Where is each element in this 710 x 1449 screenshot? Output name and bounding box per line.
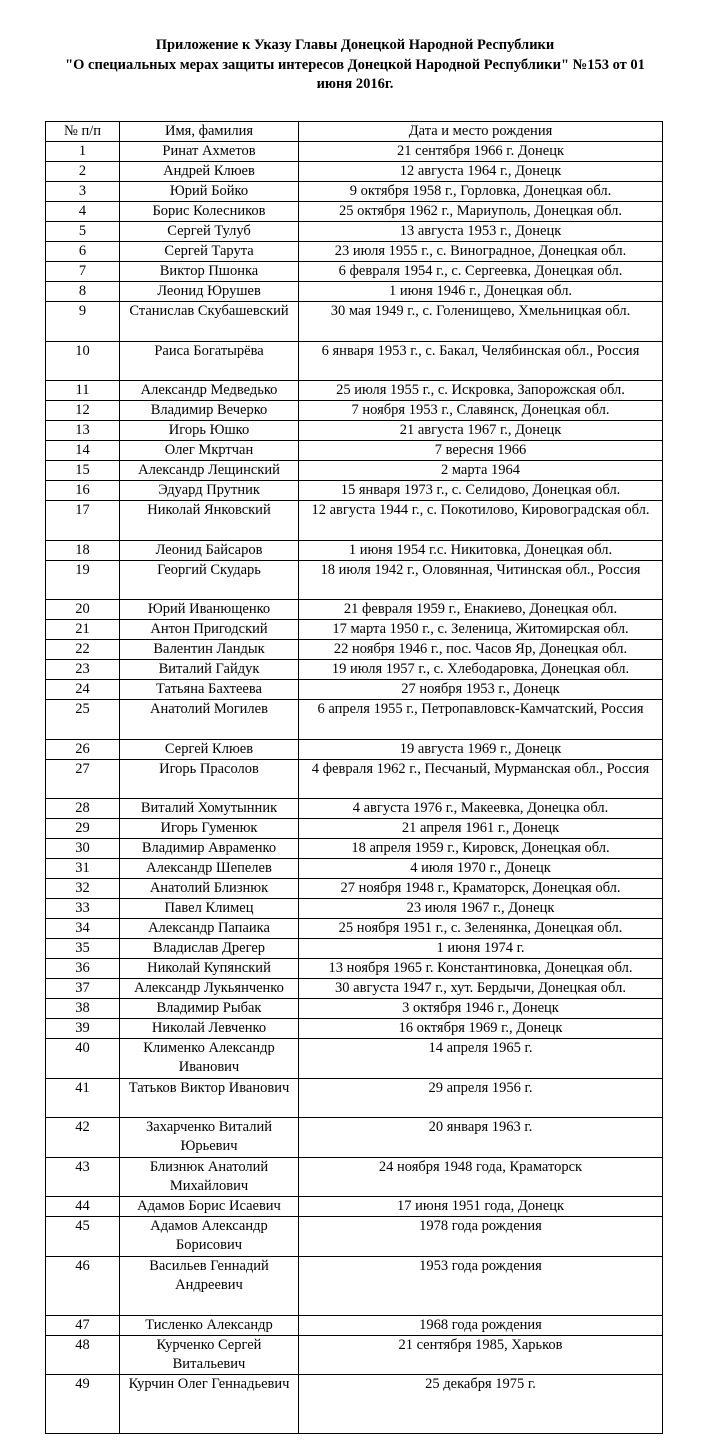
table-row <box>46 799 663 819</box>
cell-birth: 4 августа 1976 г., Макеевка, Донецка обл. <box>299 799 663 819</box>
cell-number: 26 <box>46 739 120 759</box>
table-row <box>46 501 663 541</box>
table-row <box>46 700 663 740</box>
cell-name: Курчин Олег Геннадьевич <box>120 1374 299 1433</box>
cell-number: 20 <box>46 600 120 620</box>
cell-number: 29 <box>46 819 120 839</box>
cell-name: Александр Медведько <box>120 381 299 401</box>
cell-number: 21 <box>46 620 120 640</box>
cell-name: Игорь Прасолов <box>120 759 299 799</box>
cell-birth: 13 августа 1953 г., Донецк <box>299 222 663 242</box>
cell-number: 44 <box>46 1197 120 1217</box>
cell-birth: 20 января 1963 г. <box>299 1118 663 1158</box>
table-row <box>46 680 663 700</box>
cell-name: Александр Лещинский <box>120 461 299 481</box>
cell-number: 40 <box>46 1039 120 1079</box>
table-row <box>46 222 663 242</box>
header-line-1: Приложение к Указу Главы Донецкой Народной Республики <box>155 37 555 53</box>
cell-name: Леонид Байсаров <box>120 540 299 560</box>
cell-birth: 25 октября 1962 г., Мариуполь, Донецкая обл. <box>299 202 663 222</box>
table-row <box>46 999 663 1019</box>
cell-name: Адамов Борис Исаевич <box>120 1197 299 1217</box>
table-row <box>46 819 663 839</box>
cell-number: 11 <box>46 381 120 401</box>
cell-birth: 23 июля 1955 г., с. Виноградное, Донецкая обл. <box>299 242 663 262</box>
cell-birth: 27 ноября 1953 г., Донецк <box>299 680 663 700</box>
cell-number: 47 <box>46 1315 120 1335</box>
cell-birth: 7 ноября 1953 г., Славянск, Донецкая обл. <box>299 401 663 421</box>
cell-name: Владимир Рыбак <box>120 999 299 1019</box>
cell-name: Анатолий Близнюк <box>120 879 299 899</box>
table-row <box>46 560 663 600</box>
cell-number: 2 <box>46 162 120 182</box>
cell-number: 34 <box>46 919 120 939</box>
cell-number: 48 <box>46 1335 120 1374</box>
header-line-3: июня 2016г. <box>316 76 394 92</box>
cell-name: Николай Купянский <box>120 959 299 979</box>
cell-birth: 9 октября 1958 г., Горловка, Донецкая обл. <box>299 182 663 202</box>
cell-number: 19 <box>46 560 120 600</box>
cell-number: 46 <box>46 1256 120 1315</box>
cell-name: Анатолий Могилев <box>120 700 299 740</box>
table-row <box>46 640 663 660</box>
cell-number: 10 <box>46 341 120 381</box>
cell-number: 12 <box>46 401 120 421</box>
cell-birth: 18 апреля 1959 г., Кировск, Донецкая обл. <box>299 839 663 859</box>
cell-name: Павел Климец <box>120 899 299 919</box>
persons-table <box>45 121 663 1434</box>
table-row <box>46 899 663 919</box>
cell-number: 9 <box>46 302 120 342</box>
cell-number: 25 <box>46 700 120 740</box>
cell-number: 3 <box>46 182 120 202</box>
table-row <box>46 1118 663 1158</box>
cell-birth: 19 июля 1957 г., с. Хлебодаровка, Донецкая обл. <box>299 660 663 680</box>
cell-name: Владимир Вечерко <box>120 401 299 421</box>
cell-name: Валентин Ландык <box>120 640 299 660</box>
table-row <box>46 879 663 899</box>
table-row <box>46 401 663 421</box>
cell-birth: 30 августа 1947 г., хут. Бердычи, Донецкая обл. <box>299 979 663 999</box>
cell-number: 32 <box>46 879 120 899</box>
table-row <box>46 202 663 222</box>
cell-birth: 13 ноября 1965 г. Константиновка, Донецкая обл. <box>299 959 663 979</box>
cell-birth: 1978 года рождения <box>299 1217 663 1257</box>
cell-birth: 17 марта 1950 г., с. Зеленица, Житомирская обл. <box>299 620 663 640</box>
cell-name: Юрий Бойко <box>120 182 299 202</box>
cell-birth: 1 июня 1974 г. <box>299 939 663 959</box>
table-row <box>46 381 663 401</box>
cell-number: 35 <box>46 939 120 959</box>
cell-number: 45 <box>46 1217 120 1257</box>
table-row <box>46 182 663 202</box>
cell-number: 37 <box>46 979 120 999</box>
cell-birth: 17 июня 1951 года, Донецк <box>299 1197 663 1217</box>
cell-number: 17 <box>46 501 120 541</box>
cell-number: 24 <box>46 680 120 700</box>
cell-number: 1 <box>46 142 120 162</box>
cell-number: 31 <box>46 859 120 879</box>
cell-name: Сергей Клюев <box>120 739 299 759</box>
table-row <box>46 1157 663 1197</box>
cell-birth: 21 сентября 1985, Харьков <box>299 1335 663 1374</box>
table-row <box>46 142 663 162</box>
cell-number: 27 <box>46 759 120 799</box>
table-row <box>46 1197 663 1217</box>
cell-name: Георгий Скударь <box>120 560 299 600</box>
cell-birth: 25 ноября 1951 г., с. Зеленянка, Донецкая обл. <box>299 919 663 939</box>
cell-birth: 27 ноября 1948 г., Краматорск, Донецкая обл. <box>299 879 663 899</box>
cell-name: Васильев Геннадий Андреевич <box>120 1256 299 1315</box>
cell-birth: 22 ноября 1946 г., пос. Часов Яр, Донецкая обл. <box>299 640 663 660</box>
cell-name: Виталий Хомутынник <box>120 799 299 819</box>
cell-name: Станислав Скубашевский <box>120 302 299 342</box>
cell-birth: 29 апреля 1956 г. <box>299 1078 663 1118</box>
cell-name: Николай Янковский <box>120 501 299 541</box>
cell-birth: 15 января 1973 г., с. Селидово, Донецкая обл. <box>299 481 663 501</box>
cell-number: 38 <box>46 999 120 1019</box>
cell-birth: 12 августа 1944 г., с. Покотилово, Кировоградская обл. <box>299 501 663 541</box>
table-row <box>46 1078 663 1118</box>
cell-name: Андрей Клюев <box>120 162 299 182</box>
cell-name: Владимир Авраменко <box>120 839 299 859</box>
table-row <box>46 242 663 262</box>
cell-number: 14 <box>46 441 120 461</box>
cell-name: Борис Колесников <box>120 202 299 222</box>
cell-number: 33 <box>46 899 120 919</box>
cell-name: Николай Левченко <box>120 1019 299 1039</box>
table-row <box>46 1217 663 1257</box>
cell-birth: 1 июня 1946 г., Донецкая обл. <box>299 282 663 302</box>
cell-number: 6 <box>46 242 120 262</box>
cell-number: 22 <box>46 640 120 660</box>
table-row <box>46 660 663 680</box>
cell-name: Близнюк Анатолий Михайлович <box>120 1157 299 1197</box>
table-row <box>46 919 663 939</box>
cell-name: Виталий Гайдук <box>120 660 299 680</box>
cell-birth: 7 вересня 1966 <box>299 441 663 461</box>
column-header-number: № п/п <box>46 122 120 142</box>
cell-birth: 21 апреля 1961 г., Донецк <box>299 819 663 839</box>
cell-birth: 4 февраля 1962 г., Песчаный, Мурманская обл., Россия <box>299 759 663 799</box>
cell-number: 13 <box>46 421 120 441</box>
cell-birth: 21 февраля 1959 г., Енакиево, Донецкая обл. <box>299 600 663 620</box>
cell-name: Олег Мкртчан <box>120 441 299 461</box>
cell-name: Тисленко Александр <box>120 1315 299 1335</box>
cell-name: Раиса Богатырёва <box>120 341 299 381</box>
table-row <box>46 461 663 481</box>
table-row <box>46 302 663 342</box>
table-row <box>46 1335 663 1374</box>
table-row <box>46 441 663 461</box>
cell-name: Ринат Ахметов <box>120 142 299 162</box>
cell-number: 43 <box>46 1157 120 1197</box>
table-row <box>46 262 663 282</box>
cell-birth: 16 октября 1969 г., Донецк <box>299 1019 663 1039</box>
header-line-2: "О специальных мерах защиты интересов Донецкой Народной Республики" №153 от 01 <box>65 56 645 73</box>
table-row <box>46 959 663 979</box>
cell-birth: 6 апреля 1955 г., Петропавловск-Камчатский, Россия <box>299 700 663 740</box>
table-row <box>46 979 663 999</box>
table-row <box>46 1019 663 1039</box>
table-row <box>46 282 663 302</box>
cell-birth: 4 июля 1970 г., Донецк <box>299 859 663 879</box>
cell-birth: 12 августа 1964 г., Донецк <box>299 162 663 182</box>
cell-name: Эдуард Прутник <box>120 481 299 501</box>
cell-birth: 30 мая 1949 г., с. Голенищево, Хмельницкая обл. <box>299 302 663 342</box>
cell-number: 7 <box>46 262 120 282</box>
table-row <box>46 859 663 879</box>
cell-name: Игорь Юшко <box>120 421 299 441</box>
table-row <box>46 421 663 441</box>
cell-birth: 21 сентября 1966 г. Донецк <box>299 142 663 162</box>
table-row <box>46 839 663 859</box>
cell-birth: 14 апреля 1965 г. <box>299 1039 663 1079</box>
cell-number: 39 <box>46 1019 120 1039</box>
cell-birth: 1 июня 1954 г.с. Никитовка, Донецкая обл. <box>299 540 663 560</box>
cell-number: 49 <box>46 1374 120 1433</box>
cell-birth: 25 июля 1955 г., с. Искровка, Запорожская обл. <box>299 381 663 401</box>
table-row <box>46 739 663 759</box>
cell-birth: 2 марта 1964 <box>299 461 663 481</box>
cell-birth: 25 декабря 1975 г. <box>299 1374 663 1433</box>
cell-birth: 6 февраля 1954 г., с. Сергеевка, Донецкая обл. <box>299 262 663 282</box>
cell-number: 42 <box>46 1118 120 1158</box>
cell-name: Адамов Александр Борисович <box>120 1217 299 1257</box>
cell-name: Александр Папаика <box>120 919 299 939</box>
table-row <box>46 1256 663 1315</box>
table-row <box>46 600 663 620</box>
cell-number: 30 <box>46 839 120 859</box>
cell-name: Татьяна Бахтеева <box>120 680 299 700</box>
cell-number: 36 <box>46 959 120 979</box>
cell-name: Клименко Александр Иванович <box>120 1039 299 1079</box>
table-header-row <box>46 122 663 142</box>
cell-birth: 1953 года рождения <box>299 1256 663 1315</box>
cell-number: 18 <box>46 540 120 560</box>
cell-name: Курченко Сергей Витальевич <box>120 1335 299 1374</box>
table-row <box>46 341 663 381</box>
cell-name: Сергей Тулуб <box>120 222 299 242</box>
table-row <box>46 540 663 560</box>
cell-name: Александр Шепелев <box>120 859 299 879</box>
cell-birth: 23 июля 1967 г., Донецк <box>299 899 663 919</box>
cell-number: 8 <box>46 282 120 302</box>
cell-number: 4 <box>46 202 120 222</box>
cell-number: 16 <box>46 481 120 501</box>
cell-birth: 1968 года рождения <box>299 1315 663 1335</box>
cell-birth: 3 октября 1946 г., Донецк <box>299 999 663 1019</box>
cell-number: 15 <box>46 461 120 481</box>
cell-name: Антон Пригодский <box>120 620 299 640</box>
table-row <box>46 162 663 182</box>
cell-name: Татьков Виктор Иванович <box>120 1078 299 1118</box>
cell-birth: 24 ноября 1948 года, Краматорск <box>299 1157 663 1197</box>
cell-name: Сергей Тарута <box>120 242 299 262</box>
cell-number: 41 <box>46 1078 120 1118</box>
document-header <box>0 36 710 95</box>
cell-number: 23 <box>46 660 120 680</box>
cell-name: Владислав Дрегер <box>120 939 299 959</box>
table-row <box>46 620 663 640</box>
cell-birth: 19 августа 1969 г., Донецк <box>299 739 663 759</box>
cell-birth: 18 июля 1942 г., Оловянная, Читинская обл., Россия <box>299 560 663 600</box>
cell-name: Александр Лукьянченко <box>120 979 299 999</box>
cell-name: Юрий Иванющенко <box>120 600 299 620</box>
table-row <box>46 481 663 501</box>
cell-name: Игорь Гуменюк <box>120 819 299 839</box>
cell-name: Захарченко Виталий Юрьевич <box>120 1118 299 1158</box>
table-row <box>46 939 663 959</box>
cell-name: Леонид Юрушев <box>120 282 299 302</box>
table-row <box>46 759 663 799</box>
cell-birth: 6 января 1953 г., с. Бакал, Челябинская обл., Россия <box>299 341 663 381</box>
table-row <box>46 1315 663 1335</box>
table-row <box>46 1374 663 1433</box>
cell-number: 5 <box>46 222 120 242</box>
cell-name: Виктор Пшонка <box>120 262 299 282</box>
cell-number: 28 <box>46 799 120 819</box>
column-header-birth: Дата и место рождения <box>299 122 663 142</box>
column-header-name: Имя, фамилия <box>120 122 299 142</box>
table-row <box>46 1039 663 1079</box>
cell-birth: 21 августа 1967 г., Донецк <box>299 421 663 441</box>
